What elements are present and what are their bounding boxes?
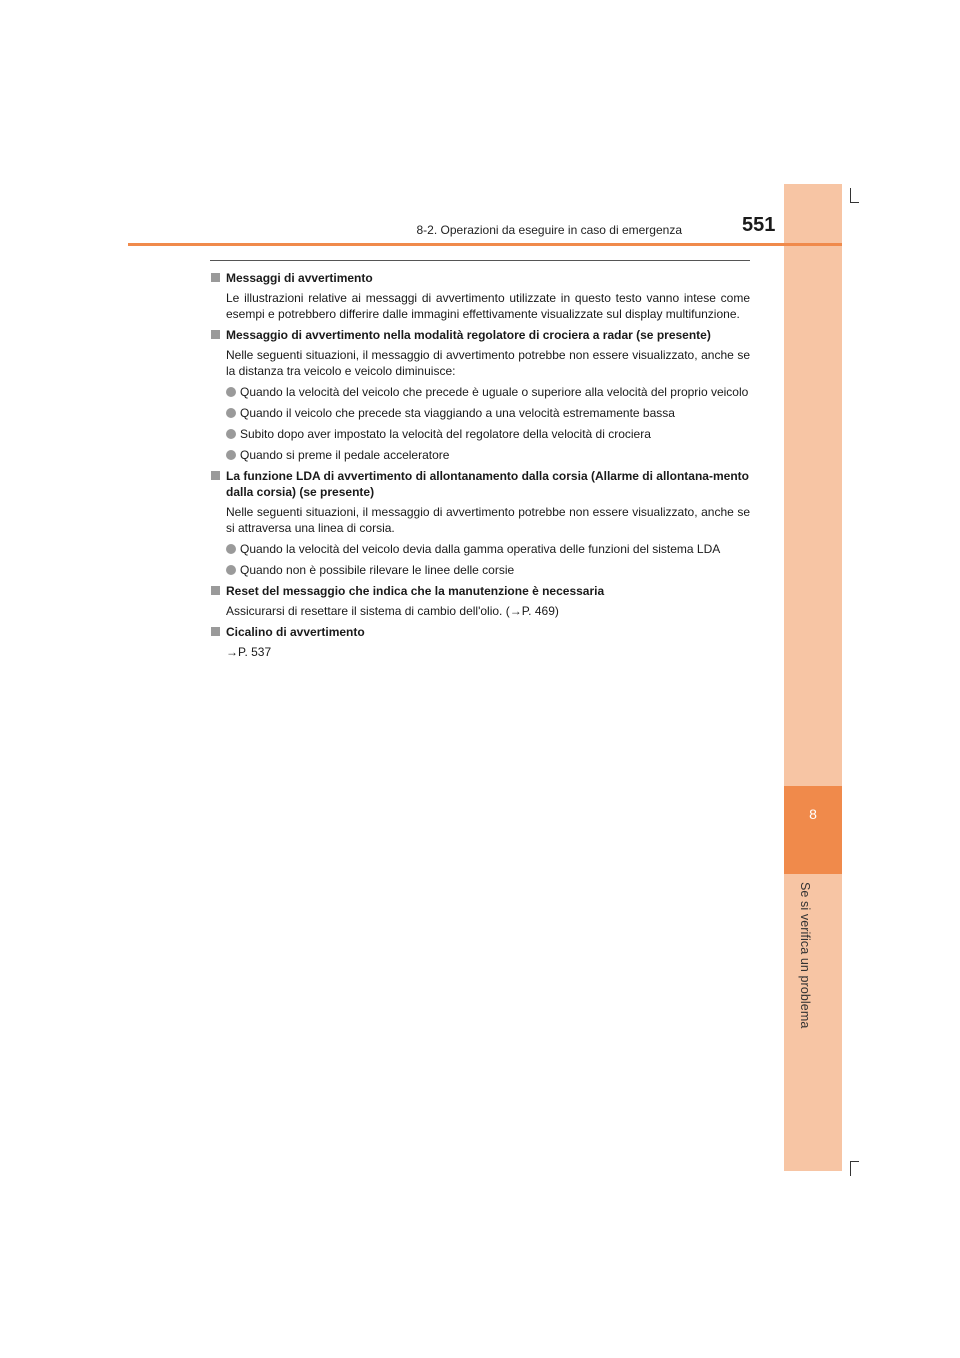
chapter-tab[interactable] [784, 786, 842, 874]
section-body: Assicurarsi di resettare il sistema di cambio dell'olio. (→P. 469) [226, 604, 559, 618]
chapter-number: 8 [809, 806, 817, 822]
chapter-label: Se si verifica un problema [798, 882, 812, 1029]
crop-mark-top [850, 188, 859, 203]
circle-bullet-icon [226, 429, 236, 439]
list-item [226, 384, 750, 400]
circle-bullet-icon [226, 408, 236, 418]
square-bullet-icon [211, 330, 220, 339]
circle-bullet-icon [226, 544, 236, 554]
list-item-text: Quando il veicolo che precede sta viaggiando a una velocità estremamente bassa [240, 406, 675, 420]
circle-bullet-icon [226, 387, 236, 397]
section-title [210, 624, 750, 640]
list-item-text: Quando la velocità del veicolo che precede è uguale o superiore alla velocità del proprio veicolo [240, 385, 749, 399]
page-number: 551 [742, 214, 776, 236]
section-title-text: Reset del messaggio che indica che la manutenzione è necessaria [226, 584, 605, 598]
section-header: 8-2. Operazioni da eseguire in caso di emergenza [416, 223, 682, 237]
section-body: Le illustrazioni relative ai messaggi di avvertimento utilizzate in questo testo vanno intese come esempi e potrebbero differire dalle immagini effettivamente visualizzate sul display multifunzione. [226, 291, 750, 321]
list-item [226, 405, 750, 421]
circle-bullet-icon [226, 565, 236, 575]
crop-mark-bottom [850, 1161, 859, 1176]
list-item [226, 562, 750, 578]
circle-bullet-icon [226, 450, 236, 460]
square-bullet-icon [211, 586, 220, 595]
section-title [210, 327, 750, 343]
square-bullet-icon [211, 471, 220, 480]
list-item [226, 447, 750, 463]
square-bullet-icon [211, 627, 220, 636]
section-body: Nelle seguenti situazioni, il messaggio di avvertimento potrebbe non essere visualizzato, anche se si attraversa una linea di corsia. [226, 505, 750, 535]
section-title-text: Cicalino di avvertimento [226, 625, 365, 639]
section-body: Nelle seguenti situazioni, il messaggio di avvertimento potrebbe non essere visualizzato, anche se la distanza tra veicolo e veicolo diminuisce: [226, 348, 750, 378]
content-rule [210, 260, 750, 261]
section-title-text: La funzione LDA di avvertimento di allontanamento dalla corsia (Allarme di allontana-mento dalla corsia) (se presente) [226, 469, 749, 499]
list-item-text: Quando si preme il pedale acceleratore [240, 448, 450, 462]
list-item [226, 541, 750, 557]
square-bullet-icon [211, 273, 220, 282]
section-title-text: Messaggio di avvertimento nella modalità regolatore di crociera a radar (se presente) [226, 328, 711, 342]
section-title-text: Messaggi di avvertimento [226, 271, 373, 285]
list-item [226, 426, 750, 442]
section-title [210, 270, 750, 286]
header-rule [128, 243, 842, 246]
section-title [210, 583, 750, 599]
page-content [210, 270, 750, 665]
list-item-text: Quando non è possibile rilevare le linee delle corsie [240, 563, 515, 577]
section-title [210, 468, 750, 500]
side-strip [784, 184, 842, 1171]
list-item-text: Quando la velocità del veicolo devia dalla gamma operativa delle funzioni del sistema LDA [240, 542, 721, 556]
page-reference-link[interactable]: →P. 537 [226, 645, 272, 659]
list-item-text: Subito dopo aver impostato la velocità del regolatore della velocità di crociera [240, 427, 651, 441]
